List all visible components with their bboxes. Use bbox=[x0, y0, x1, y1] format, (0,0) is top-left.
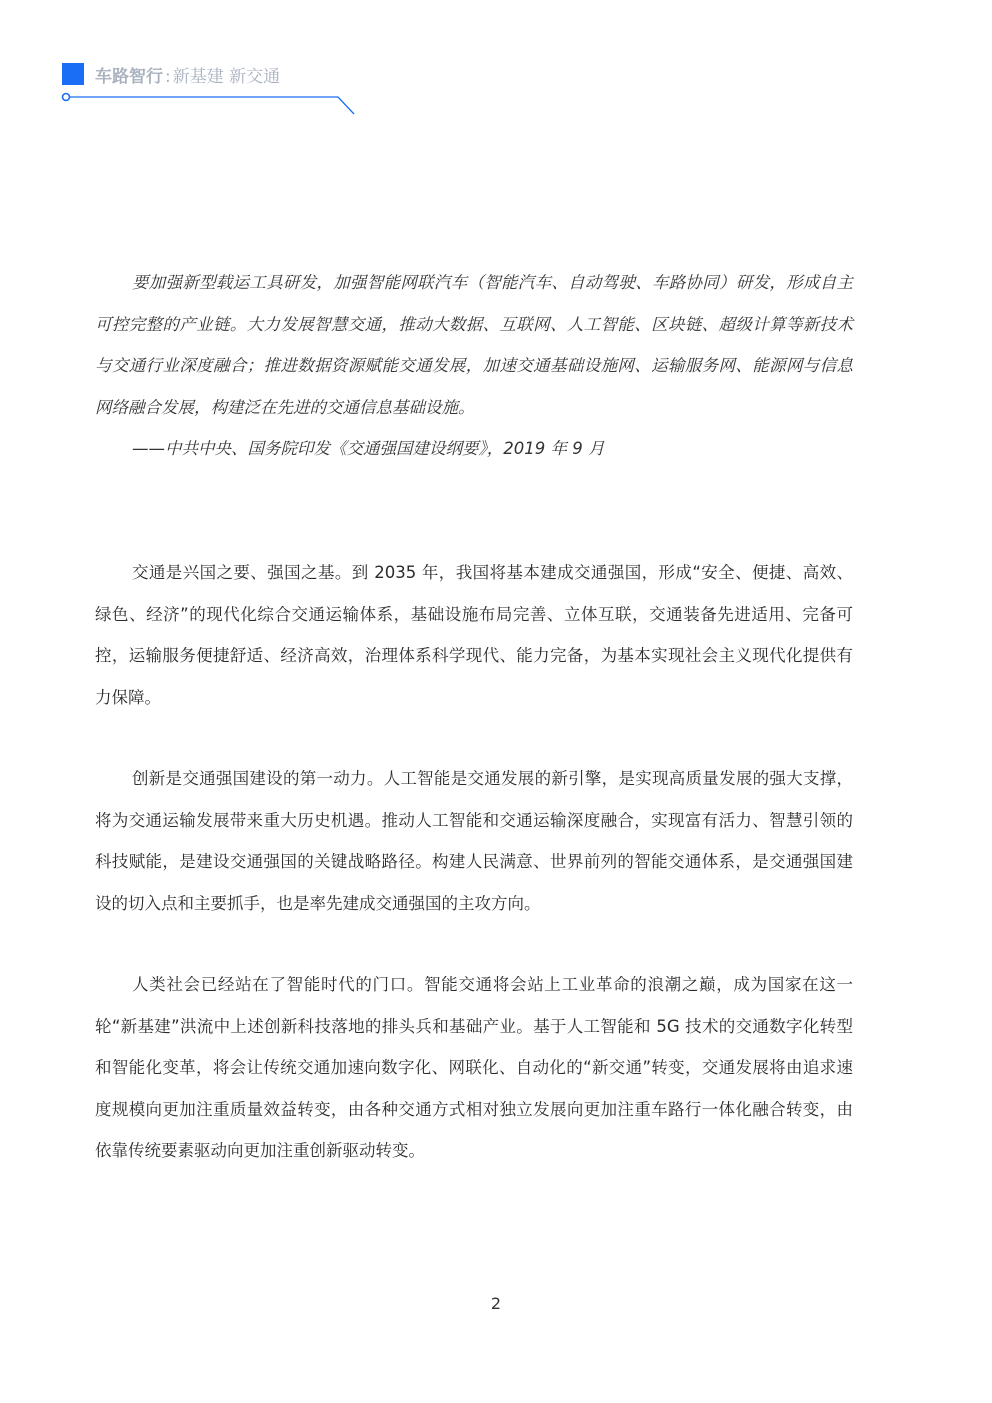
header-brand: 车路智行 bbox=[95, 67, 163, 87]
paragraph-text: 人类社会已经站在了智能时代的门口。智能交通将会站上工业革命的浪潮之巅，成为国家在这一轮“新基建”洪流中上述创新科技落地的排头兵和基础产业。基于人工智能和 5G 技术的交通数字化转型和智能化变革，将会让传统交通加速向数字化、网联化、自动化的“新交通”转变，交通发展将由追求速度规模向更加注重质量效益转变，由各种交通方式相对独立发展向更加注重车路行一体化融合转变，由依靠传统要素驱动向更加注重创新驱动转变。 bbox=[95, 975, 853, 1160]
epigraph-quote bbox=[95, 262, 853, 470]
header-subtitle: 新基建 新交通 bbox=[172, 67, 281, 87]
body-paragraph-1 bbox=[95, 552, 853, 718]
paragraph-text: 创新是交通强国建设的第一动力。人工智能是交通发展的新引擎，是实现高质量发展的强大支撑，将为交通运输发展带来重大历史机遇。推动人工智能和交通运输深度融合，实现富有活力、智慧引领的科技赋能，是建设交通强国的关键战略路径。构建人民满意、世界前列的智能交通体系，是交通强国建设的切入点和主要抓手，也是率先建成交通强国的主攻方向。 bbox=[95, 769, 853, 913]
quote-text: 要加强新型载运工具研发，加强智能网联汽车（智能汽车、自动驾驶、车路协同）研发，形成自主可控完整的产业链。大力发展智慧交通，推动大数据、互联网、人工智能、区块链、超级计算等新技术与交通行业深度融合；推进数据资源赋能交通发展，加速交通基础设施网、运输服务网、能源网与信息网络融合发展，构建泛在先进的交通信息基础设施。 bbox=[95, 273, 853, 417]
header-separator: : bbox=[165, 67, 171, 87]
header-decoration-line bbox=[0, 0, 992, 130]
paragraph-text: 交通是兴国之要、强国之基。到 2035 年，我国将基本建成交通强国，形成“安全、便捷、高效、绿色、经济”的现代化综合交通运输体系，基础设施布局完善、立体互联，交通装备先进适用、完备可控，运输服务便捷舒适、经济高效，治理体系科学现代、能力完备，为基本实现社会主义现代化提供有力保障。 bbox=[95, 563, 853, 707]
header-underline bbox=[70, 97, 354, 114]
page-number: 2 bbox=[490, 1294, 502, 1313]
page-header bbox=[0, 0, 992, 130]
quote-source: ——中共中央、国务院印发《交通强国建设纲要》，2019 年 9 月 bbox=[132, 439, 605, 458]
line-start-dot-icon bbox=[63, 94, 70, 101]
body-paragraph-2 bbox=[95, 758, 853, 924]
body-paragraph-3 bbox=[95, 964, 853, 1172]
